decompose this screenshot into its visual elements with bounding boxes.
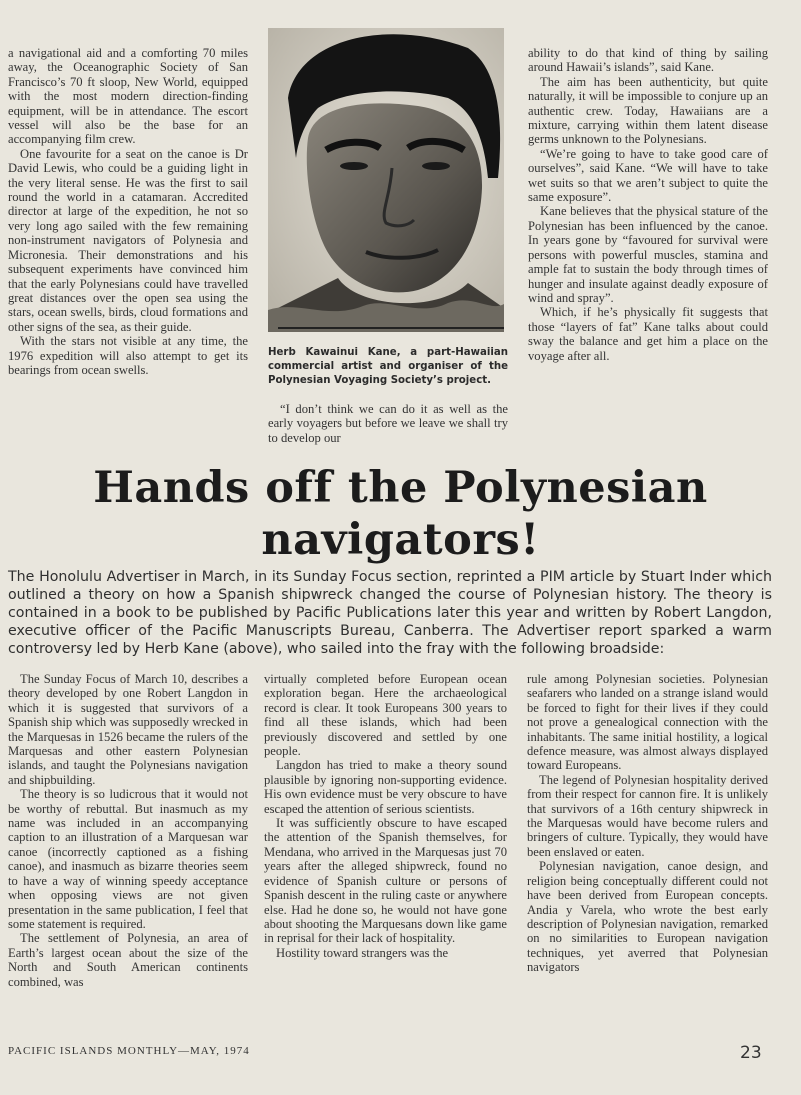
- paragraph: With the stars not visible at any time, the 1976 expedition will also attempt to get its bearings from ocean swells.: [8, 334, 248, 377]
- page-number: 23: [740, 1043, 762, 1063]
- paragraph: Polynesian navigation, canoe design, and religion being conceptually different could not have been derived from European concepts. Andia y Varela, who wrote the best early description of Polynesian navigation, remarked on no similarities to European navigation techniques, yet averred that Polynesian navigators: [527, 859, 768, 975]
- paragraph: Hostility toward strangers was the: [276, 945, 449, 960]
- paragraph: The settlement of Polynesia, an area of Earth’s largest ocean about the size of the North and South American continents combined, was: [8, 931, 248, 989]
- paragraph: ability to do that kind of thing by sailing around Hawaii’s islands”, said Kane.: [528, 46, 768, 75]
- portrait-photo: [268, 28, 504, 332]
- top-column-3: [528, 46, 768, 363]
- paragraph: Kane believes that the physical stature of the Polynesian has been influenced by the canoe. In years gone by “favoured for survival were persons with powerful muscles, stamina and ample fat to sustain the body through times of hunger and insulate against deadly exposure of wind and spray”.: [528, 204, 768, 305]
- top-column-2: [268, 402, 508, 445]
- headline-line-1: Hands off the Polynesian: [93, 463, 708, 513]
- body-column-3: [527, 672, 768, 975]
- paragraph: The legend of Polynesian hospitality derived from their respect for cannon fire. It is unlikely that survivors of a 16th century shipwreck in the Marquesas would have become rulers and bringers of culture. Typically, they would have been enslaved or eaten.: [527, 772, 768, 859]
- paragraph: The aim has been authenticity, but quite naturally, it will be impossible to conjure up an authentic crew. Today, Hawaiians are a mixture, carrying within them latent disease germs unknown to the Polynesians.: [528, 74, 768, 147]
- body-column-1: [8, 672, 248, 989]
- headline: [0, 462, 801, 566]
- paragraph: virtually completed before European ocean exploration began. Here the archaeological record is clear. It took Europeans 300 years to find all these islands, which had been previously discovered and settled by one people.: [264, 672, 507, 759]
- paragraph: rule among Polynesian societies. Polynesian seafarers who landed on a strange island would be forced to fight for their lives if they could not prove a genealogical connection with the inhabitants. The same initial hostility, a logical defence measure, was almost always displayed toward Europeans.: [527, 672, 768, 773]
- intro-paragraph: The Honolulu Advertiser in March, in its Sunday Focus section, reprinted a PIM article by Stuart Inder which outlined a theory on how a Spanish shipwreck changed the course of Polynesian history. The theory is contained in a book to be published by Pacific Publications later this year and written by Robert Langdon, executive officer of the Pacific Manuscripts Bureau, Canberra. The Advertiser report sparked a warm controversy led by Herb Kane (above), who sailed into the fray with the following broadside:: [8, 569, 772, 658]
- portrait-photo-image: [268, 28, 504, 332]
- top-column-1: [8, 46, 248, 377]
- photo-caption: Herb Kawainui Kane, a part-Hawaiian commercial artist and organiser of the Polynesian Voyaging Society’s project.: [268, 347, 508, 386]
- paragraph: It was sufficiently obscure to have escaped the attention of the Spanish themselves, for Mendana, who arrived in the Marquesas just 70 years after the alleged shipwreck, found no evidence of Spanish culture or persons of Spanish descent in the ruling caste or anywhere else. Had he done so, he would not have gone about shooting the Marquesans down like game in reprisal for their lack of hospitality.: [264, 816, 507, 946]
- paragraph: Which, if he’s physically fit suggests that those “layers of fat” Kane talks about could sway the balance and get him a place on the voyage after all.: [528, 305, 768, 363]
- body-column-2: [264, 672, 507, 960]
- paragraph: a navigational aid and a comforting 70 miles away, the Oceanographic Society of San Francisco’s 70 ft sloop, New World, equipped with the most modern direction-finding equipment, will be in attendance. The escort vessel will also be the base for an accompanying film crew.: [8, 46, 248, 147]
- paragraph: Langdon has tried to make a theory sound plausible by ignoring non-supporting evidence. His own evidence must be very obscure to have escaped the attention of serious scientists.: [264, 758, 507, 816]
- paragraph: “We’re going to have to take good care of ourselves”, said Kane. “We will have to take wet suits so that we aren’t subject to quite the same exposure”.: [528, 146, 768, 205]
- running-footer: PACIFIC ISLANDS MONTHLY—MAY, 1974: [8, 1045, 250, 1057]
- paragraph: The theory is so ludicrous that it would not be worthy of rebuttal. But inasmuch as my name was included in an accompanying caption to an illustration of a Marquesan war canoe (incorrectly captioned as a fishing canoe), and inasmuch as bizarre theories seem to have a way of winning speedy acceptance when opposing views are not given presentation in the same publication, I feel that some statement is required.: [8, 787, 248, 931]
- paragraph: One favourite for a seat on the canoe is Dr David Lewis, who could be a guiding light in the very literal sense. He was the first to sail round the world in a catamaran. Accredited director at large of the expedition, he not so very long ago sailed with the few remaining non-instrument navigators of Polynesia and Micronesia. Their demonstrations and his subsequent experiments have convinced him that the early Polynesians could have travelled great distances over the open sea using the stars, ocean swells, birds, cloud formations and other signs of the sea, as their guide.: [8, 146, 248, 334]
- paragraph: The Sunday Focus of March 10, describes a theory developed by one Robert Langdon in which it is suggested that survivors of a Spanish ship which was supposedly wrecked in the Marquesas in 1526 became the rulers of the Marquesas and other eastern Polynesian islands, and taught the Polynesians navigation and shipbuilding.: [8, 672, 248, 787]
- headline-line-2: navigators!: [261, 515, 540, 565]
- paragraph: “I don’t think we can do it as well as the early voyagers but before we leave we shall try to develop our: [268, 402, 508, 445]
